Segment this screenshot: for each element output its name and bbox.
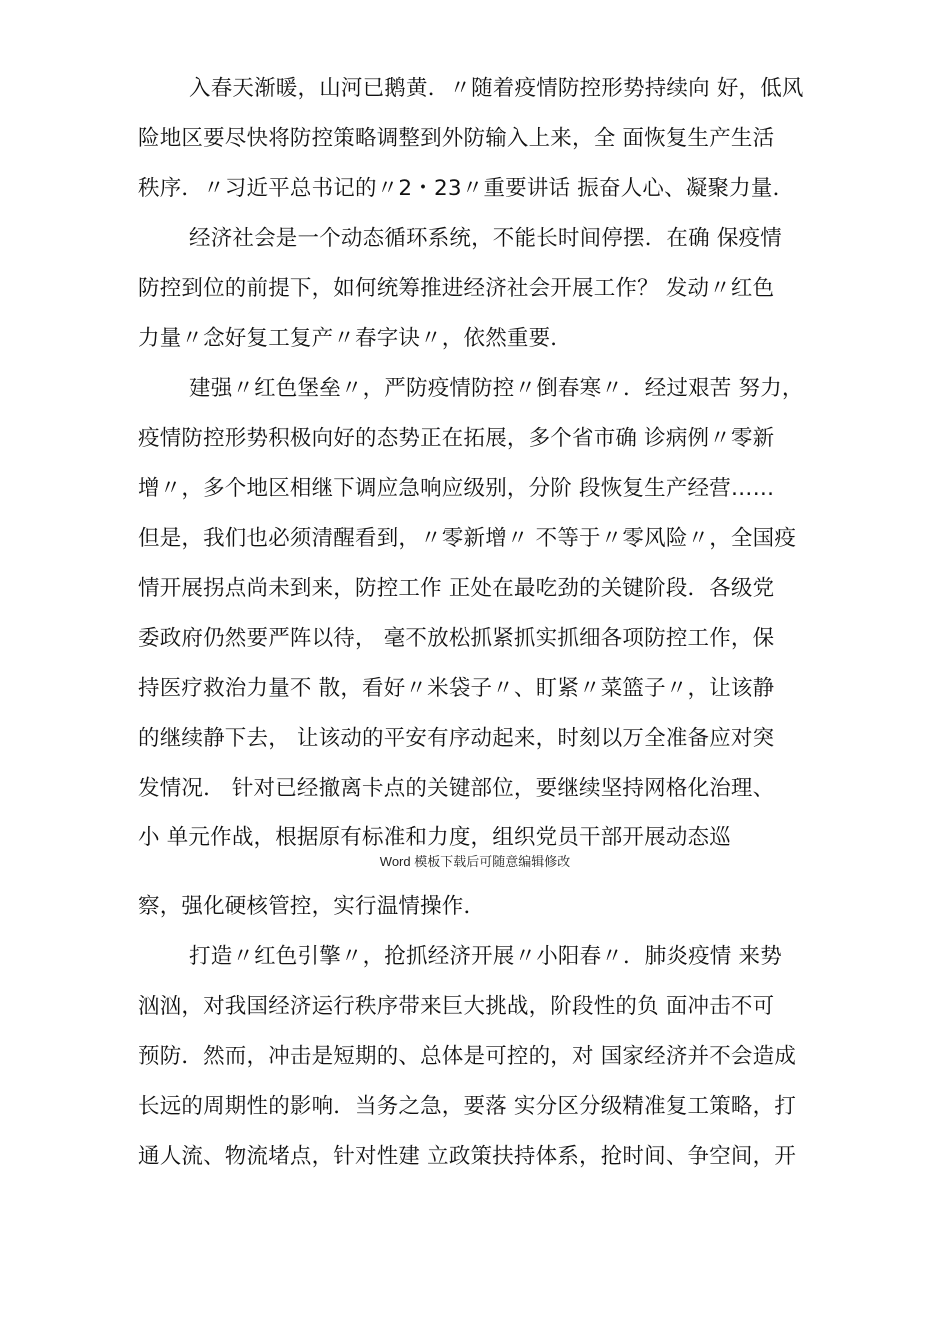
text-line: 长远的周期性的影响．当务之急，要落 实分区分级精准复工策略，打 (138, 1094, 797, 1119)
text-line: 打造〃红色引擎〃，抢抓经济开展〃小阳春〃．肺炎疫情 来势 (189, 944, 782, 969)
text-line: 建强〃红色堡垒〃，严防疫情防控〃倒春寒〃．经过艰苦 努力， (189, 376, 804, 401)
text-line: 疫情防控形势积极向好的态势正在拓展，多个省市确 诊病例〃零新 (138, 426, 775, 451)
text-line: 小 单元作战，根据原有标准和力度，组织党员干部开展动态巡 (138, 825, 731, 850)
text-line: 险地区要尽快将防控策略调整到外防输入上来，全 面恢复生产生活 (138, 126, 775, 151)
text-line: 但是，我们也必须清醒看到，〃零新增〃 不等于〃零风险〃，全国疫 (138, 526, 797, 551)
text-line: 预防．然而，冲击是短期的、总体是可控的，对 国家经济并不会造成 (138, 1044, 797, 1069)
text-line: 增〃，多个地区相继下调应急响应级别，分阶 段恢复生产经营…… (138, 476, 775, 501)
text-line: 情开展拐点尚未到来，防控工作 正处在最吃劲的关键阶段．各级党 (138, 576, 775, 601)
page-footer: Word 模板下载后可随意编辑修改 (379, 854, 571, 869)
text-line: 防控到位的前提下，如何统筹推进经济社会开展工作？ 发动〃红色 (138, 276, 775, 301)
text-line: 入春天渐暖，山河已鹅黄．〃随着疫情防控形势持续向 好，低风 (189, 76, 804, 101)
text-line: 力量〃念好复工复产〃春字诀〃，依然重要． (138, 326, 573, 351)
text-line: 持医疗救治力量不 散，看好〃米袋子〃、盯紧〃菜篮子〃，让该静 (138, 676, 775, 701)
text-line: 委政府仍然要严阵以待， 毫不放松抓紧抓实抓细各项防控工作，保 (138, 626, 775, 651)
text-line: 秩序．〃习近平总书记的〃2・23〃重要讲话 振奋人心、凝聚力量． (138, 176, 795, 201)
text-line: 汹汹，对我国经济运行秩序带来巨大挑战，阶段性的负 面冲击不可 (138, 994, 775, 1019)
text-line: 通人流、物流堵点，针对性建 立政策扶持体系，抢时间、争空间，开 (138, 1144, 797, 1169)
text-line: 发情况． 针对已经撤离卡点的关键部位，要继续坚持网格化治理、 (138, 776, 775, 801)
text-line: 察，强化硬核管控，实行温情操作． (138, 894, 486, 919)
text-line: 的继续静下去， 让该动的平安有序动起来，时刻以万全准备应对突 (138, 726, 775, 751)
text-line: 经济社会是一个动态循环系统，不能长时间停摆．在确 保疫情 (189, 226, 782, 251)
